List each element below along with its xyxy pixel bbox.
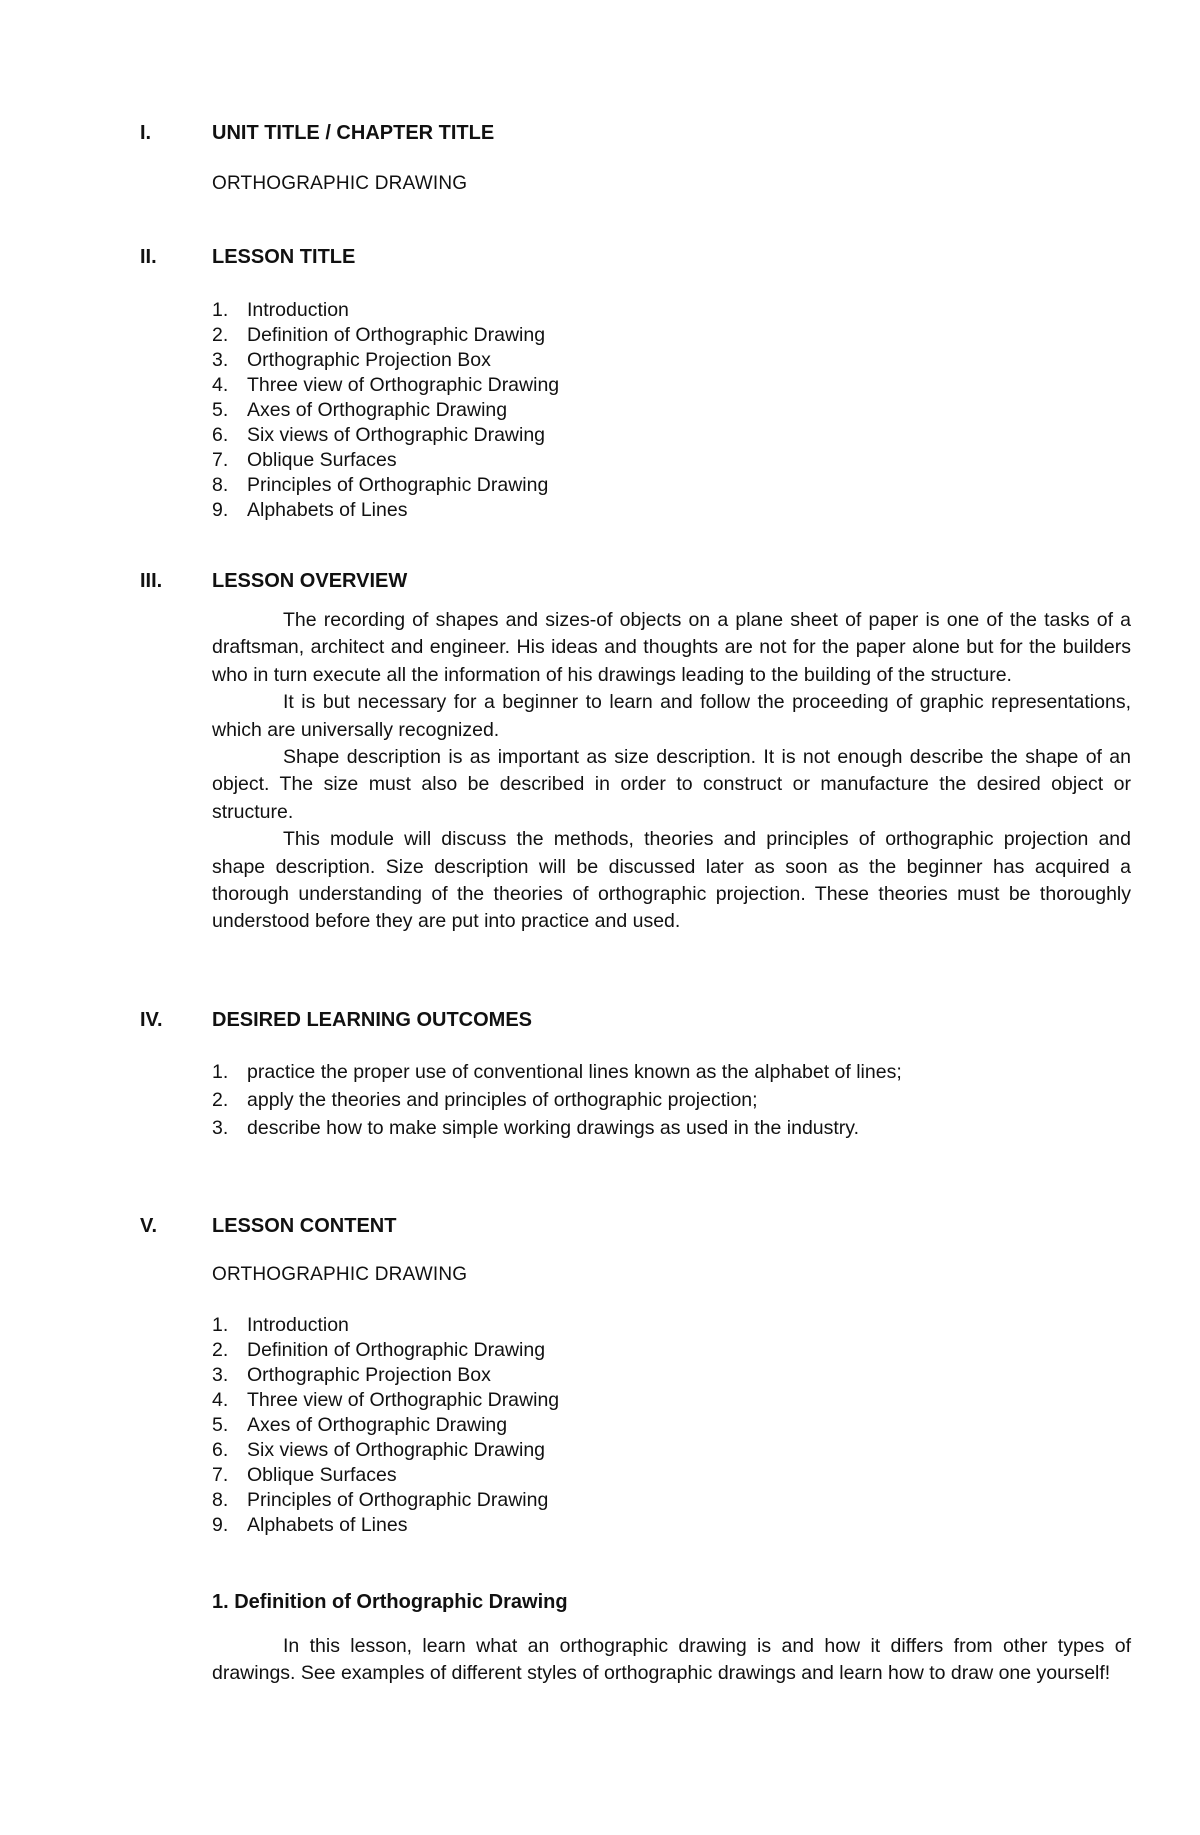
section-title-overview: LESSON OVERVIEW bbox=[212, 570, 408, 592]
list-item-number: 2. bbox=[212, 324, 229, 346]
overview-paragraph: The recording of shapes and sizes-of objects on a plane sheet of paper is one of the tasks of a draftsman, architect and engineer. His ideas and thoughts are not for the paper alone but for the builders who in turn execute all the information of his drawings leading to the building of the structure. bbox=[212, 609, 1131, 686]
list-item-text: Six views of Orthographic Drawing bbox=[247, 1439, 546, 1461]
list-item-number: 1. bbox=[212, 1061, 229, 1083]
list-item-number: 8. bbox=[212, 1489, 229, 1511]
list-item-number: 7. bbox=[212, 449, 229, 471]
list-item-text: Six views of Orthographic Drawing bbox=[247, 424, 546, 446]
list-item-text: Alphabets of Lines bbox=[247, 499, 408, 521]
list-item bbox=[212, 1363, 559, 1388]
list-item bbox=[212, 1513, 559, 1538]
list-item bbox=[212, 1438, 559, 1463]
subsection-heading: 1. Definition of Orthographic Drawing bbox=[212, 1591, 568, 1613]
list-item-number: 3. bbox=[212, 1364, 229, 1386]
lesson-overview-text bbox=[212, 607, 1131, 936]
list-item-number: 3. bbox=[212, 349, 229, 371]
section-number: I. bbox=[140, 122, 152, 144]
list-item-text: apply the theories and principles of orthographic projection; bbox=[247, 1089, 758, 1111]
list-item-number: 7. bbox=[212, 1464, 229, 1486]
outcomes-list bbox=[212, 1058, 902, 1142]
list-item-number: 4. bbox=[212, 1389, 229, 1411]
list-item-number: 2. bbox=[212, 1089, 229, 1111]
list-item bbox=[212, 1313, 559, 1338]
list-item-text: Orthographic Projection Box bbox=[247, 349, 491, 371]
section-title-content: LESSON CONTENT bbox=[212, 1215, 397, 1237]
list-item-text: Three view of Orthographic Drawing bbox=[247, 1389, 560, 1411]
list-item-text: Axes of Orthographic Drawing bbox=[247, 1414, 508, 1436]
list-item-text: Introduction bbox=[247, 299, 349, 321]
list-item-text: Oblique Surfaces bbox=[247, 1464, 397, 1486]
list-item-number: 6. bbox=[212, 1439, 229, 1461]
list-item-text: Axes of Orthographic Drawing bbox=[247, 399, 508, 421]
content-subtitle: ORTHOGRAPHIC DRAWING bbox=[212, 1264, 468, 1285]
section-number: III. bbox=[140, 570, 163, 592]
list-item-text: practice the proper use of conventional lines known as the alphabet of lines; bbox=[247, 1061, 902, 1083]
list-item bbox=[212, 1463, 559, 1488]
list-item bbox=[212, 1086, 902, 1114]
lesson-title-list bbox=[212, 298, 559, 523]
list-item-text: Principles of Orthographic Drawing bbox=[247, 1489, 549, 1511]
list-item-text: describe how to make simple working drawings as used in the industry. bbox=[247, 1117, 860, 1139]
section-number: II. bbox=[140, 246, 157, 268]
list-item-text: Alphabets of Lines bbox=[247, 1514, 408, 1536]
list-item-number: 1. bbox=[212, 299, 229, 321]
list-item-number: 8. bbox=[212, 474, 229, 496]
section-title-outcomes: DESIRED LEARNING OUTCOMES bbox=[212, 1009, 533, 1031]
unit-subtitle: ORTHOGRAPHIC DRAWING bbox=[212, 173, 468, 194]
overview-paragraph: It is but necessary for a beginner to learn and follow the proceeding of graphic representations, which are universally recognized. bbox=[212, 691, 1131, 741]
list-item bbox=[212, 1388, 559, 1413]
list-item bbox=[212, 323, 559, 348]
list-item-text: Definition of Orthographic Drawing bbox=[247, 1339, 546, 1361]
section-title-lesson: LESSON TITLE bbox=[212, 246, 356, 268]
list-item bbox=[212, 498, 559, 523]
section-number: V. bbox=[140, 1215, 158, 1237]
list-item-text: Definition of Orthographic Drawing bbox=[247, 324, 546, 346]
subsection-paragraph: In this lesson, learn what an orthographic drawing is and how it differs from other types of drawings. See examples of different styles of orthographic drawings and learn how to draw one yourself! bbox=[212, 1635, 1131, 1685]
list-item-number: 5. bbox=[212, 1414, 229, 1436]
list-item bbox=[212, 298, 559, 323]
list-item bbox=[212, 1413, 559, 1438]
list-item bbox=[212, 1058, 902, 1086]
subsection-text bbox=[212, 1633, 1131, 1688]
list-item bbox=[212, 398, 559, 423]
list-item-number: 6. bbox=[212, 424, 229, 446]
section-number: IV. bbox=[140, 1009, 163, 1031]
list-item-number: 9. bbox=[212, 1514, 229, 1536]
list-item bbox=[212, 423, 559, 448]
list-item-text: Three view of Orthographic Drawing bbox=[247, 374, 560, 396]
list-item-text: Oblique Surfaces bbox=[247, 449, 397, 471]
list-item bbox=[212, 373, 559, 398]
list-item-text: Principles of Orthographic Drawing bbox=[247, 474, 549, 496]
list-item bbox=[212, 448, 559, 473]
overview-paragraph: This module will discuss the methods, theories and principles of orthographic projection and shape description. Size description will be discussed later as soon as the beginner has acquired a thorough understanding of the theories of orthographic projection. These theories must be thoroughly understood before they are put into practice and used. bbox=[212, 828, 1131, 933]
list-item bbox=[212, 473, 559, 498]
list-item-number: 3. bbox=[212, 1117, 229, 1139]
list-item-text: Introduction bbox=[247, 1314, 349, 1336]
list-item-number: 2. bbox=[212, 1339, 229, 1361]
lesson-content-list bbox=[212, 1313, 559, 1538]
list-item bbox=[212, 1114, 902, 1142]
list-item-text: Orthographic Projection Box bbox=[247, 1364, 491, 1386]
list-item bbox=[212, 1338, 559, 1363]
list-item bbox=[212, 1488, 559, 1513]
section-title-unit: UNIT TITLE / CHAPTER TITLE bbox=[212, 122, 495, 144]
list-item-number: 1. bbox=[212, 1314, 229, 1336]
list-item-number: 5. bbox=[212, 399, 229, 421]
list-item bbox=[212, 348, 559, 373]
list-item-number: 9. bbox=[212, 499, 229, 521]
overview-paragraph: Shape description is as important as size description. It is not enough describe the shape of an object. The size must also be described in order to construct or manufacture the desired object or structure. bbox=[212, 746, 1131, 823]
list-item-number: 4. bbox=[212, 374, 229, 396]
